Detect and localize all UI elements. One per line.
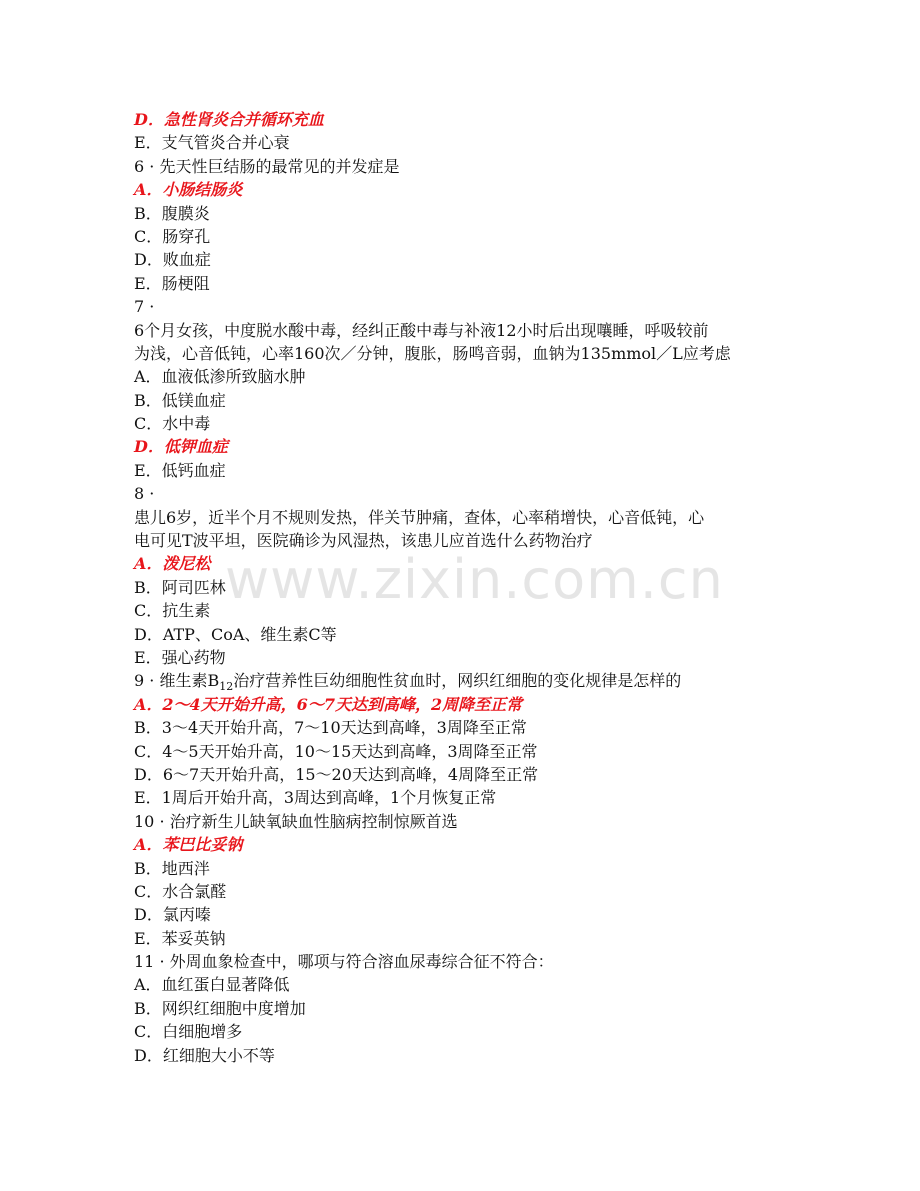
line-text-after: 治疗营养性巨幼细胞性贫血时，网织红细胞的变化规律是怎样的 — [233, 671, 682, 691]
answer-line — [134, 178, 794, 201]
text-line — [134, 225, 794, 248]
text-line — [134, 857, 794, 880]
text-line — [134, 623, 794, 646]
line-text: E．强心药物 — [134, 647, 226, 667]
text-line — [134, 202, 794, 225]
line-text: D．氯丙嗪 — [134, 905, 211, 925]
line-text: C．4～5天开始升高，10～15天达到高峰，3周降至正常 — [134, 741, 538, 761]
text-line — [134, 997, 794, 1020]
text-line — [134, 155, 794, 178]
line-text: A．血红蛋白显著降低 — [134, 975, 290, 995]
line-text: C．白细胞增多 — [134, 1022, 243, 1042]
text-line — [134, 786, 794, 809]
line-text: B．阿司匹林 — [134, 577, 226, 597]
answer-line — [134, 693, 794, 716]
text-line — [134, 903, 794, 926]
text-line — [134, 272, 794, 295]
line-text: A．血液低渗所致脑水肿 — [134, 367, 306, 387]
text-line — [134, 131, 794, 154]
text-line — [134, 669, 794, 692]
text-line — [134, 810, 794, 833]
text-line — [134, 295, 794, 318]
line-text: E．低钙血症 — [134, 460, 226, 480]
text-line — [134, 950, 794, 973]
line-text: 10 · 治疗新生儿缺氧缺血性脑病控制惊厥首选 — [134, 811, 458, 831]
line-text: A．苯巴比妥钠 — [134, 835, 243, 855]
text-line — [134, 248, 794, 271]
line-text: 电可见T波平坦，医院确诊为风湿热，该患儿应首选什么药物治疗 — [134, 531, 593, 551]
text-line — [134, 1044, 794, 1067]
answer-line — [134, 435, 794, 458]
line-text: 8 · — [134, 484, 155, 504]
line-text: B．网织红细胞中度增加 — [134, 998, 306, 1018]
line-text: 为浅，心音低钝，心率160次／分钟，腹胀，肠鸣音弱，血钠为135mmol／L应考虑 — [134, 343, 731, 363]
text-line — [134, 342, 794, 365]
text-line — [134, 740, 794, 763]
line-text: C．肠穿孔 — [134, 226, 211, 246]
text-line — [134, 927, 794, 950]
line-text: A．泼尼松 — [134, 554, 211, 574]
line-text: 11 · 外周血象检查中，哪项与符合溶血尿毒综合征不符合： — [134, 952, 554, 972]
line-text: B．地西泮 — [134, 858, 210, 878]
answer-line — [134, 108, 794, 131]
line-text: B．3～4天开始升高，7～10天达到高峰，3周降至正常 — [134, 718, 527, 738]
text-line — [134, 506, 794, 529]
text-line — [134, 412, 794, 435]
line-text: C．抗生素 — [134, 601, 211, 621]
text-line — [134, 389, 794, 412]
line-text: 6 · 先天性巨结肠的最常见的并发症是 — [134, 156, 400, 176]
line-text: 9 · 维生素B — [134, 671, 220, 691]
line-text: E．1周后开始升高，3周达到高峰，1个月恢复正常 — [134, 788, 497, 808]
line-text: A．小肠结肠炎 — [134, 180, 243, 200]
line-text: D．6～7天开始升高，15～20天达到高峰，4周降至正常 — [134, 764, 539, 784]
line-text: D．ATP、CoA、维生素C等 — [134, 624, 337, 644]
line-text: B．腹膜炎 — [134, 203, 210, 223]
line-text: 患儿6岁，近半个月不规则发热，伴关节肿痛，查体，心率稍增快，心音低钝，心 — [134, 507, 705, 527]
line-text: D．急性肾炎合并循环充血 — [134, 110, 324, 129]
text-line — [134, 973, 794, 996]
text-line — [134, 319, 794, 342]
line-text: E．苯妥英钠 — [134, 928, 226, 948]
line-text: 7 · — [134, 297, 155, 317]
line-text: C．水合氯醛 — [134, 881, 227, 901]
watermark-text: www.zixin.com.cn — [225, 548, 724, 611]
line-text: D．败血症 — [134, 250, 211, 270]
line-text: C．水中毒 — [134, 414, 211, 434]
line-text: E．肠梗阻 — [134, 273, 210, 293]
answer-line — [134, 833, 794, 856]
text-line — [134, 1020, 794, 1043]
text-line — [134, 716, 794, 739]
text-line — [134, 459, 794, 482]
line-text: E．支气管炎合并心衰 — [134, 133, 290, 153]
line-text: D．红细胞大小不等 — [134, 1045, 275, 1065]
line-text: 6个月女孩，中度脱水酸中毒，经纠正酸中毒与补液12小时后出现嚷睡，呼吸较前 — [134, 320, 709, 340]
text-line — [134, 482, 794, 505]
subscript-text: 12 — [219, 680, 234, 694]
text-line — [134, 365, 794, 388]
text-line — [134, 880, 794, 903]
line-text: D．低钾血症 — [134, 437, 228, 457]
text-line — [134, 646, 794, 669]
text-line — [134, 763, 794, 786]
line-text: A．2～4天开始升高，6～7天达到高峰，2周降至正常 — [134, 694, 523, 714]
line-text: B．低镁血症 — [134, 390, 226, 410]
